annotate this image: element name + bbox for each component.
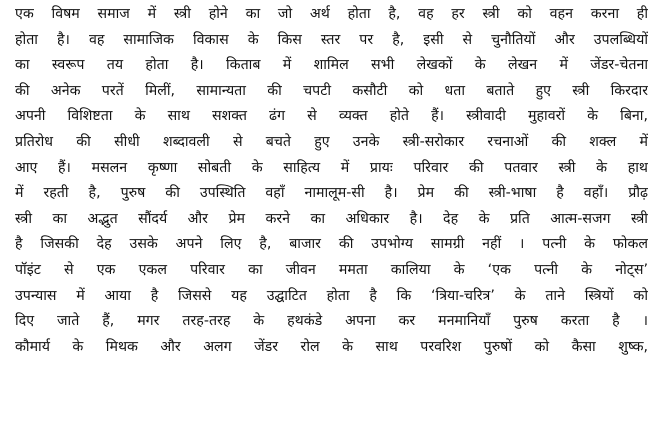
- text-line: है जिसकी देह उसके अपने लिए है, बाजार की उपभोग्य सामग्री नहीं । पत्नी के फोकल: [15, 236, 648, 253]
- text-line: उपन्यास में आया है जिससे यह उद्घाटित होता है कि ‘त्रिया-चरित्र’ के ताने स्त्रियों को: [15, 287, 648, 304]
- text-line: पॉइंट से एक एकल परिवार का जीवन ममता कालिया के ‘एक पत्नी के नोट्स’: [15, 261, 648, 278]
- text-line: में रहती है, पुरुष की उपस्थिति वहाँ नामालूम-सी है। प्रेम की स्त्री-भाषा है वहाँ। प्रौढ़: [15, 185, 648, 202]
- text-line: का स्वरूप तय होता है। किताब में शामिल सभी लेखकों के लेखन में जेंडर-चेतना: [15, 57, 648, 74]
- text-line: प्रतिरोध की सीधी शब्दावली से बचते हुए उनके स्त्री-सरोकार रचनाओं की शक्ल में: [15, 133, 648, 150]
- text-line: होता है। वह सामाजिक विकास के किस स्तर पर है, इसी से चुनौतियों और उपलब्धियों: [15, 31, 648, 48]
- text-line: की अनेक परतें मिलीं, सामान्यता की चपटी कसौटी को धता बताते हुए स्त्री किरदार: [15, 82, 648, 99]
- text-line: स्त्री का अद्भुत सौंदर्य और प्रेम करने का अधिकार है। देह के प्रति आत्म-सजग स्त्री: [15, 210, 648, 227]
- text-line: दिए जाते हैं, मगर तरह-तरह के हथकंडे अपना कर मनमानियाँ पुरुष करता है ।: [15, 313, 648, 330]
- text-line: कौमार्य के मिथक और अलग जेंडर रोल के साथ परवरिश पुरुषों को कैसा शुष्क,: [15, 338, 648, 355]
- text-line: अपनी विशिष्टता के साथ सशक्त ढंग से व्यक्त होते हैं। स्त्रीवादी मुहावरों के बिना,: [15, 108, 648, 125]
- text-line: आए हैं। मसलन कृष्णा सोबती के साहित्य में प्रायः परिवार की पतवार स्त्री के हाथ: [15, 159, 648, 176]
- text-line: एक विषम समाज में स्त्री होने का जो अर्थ होता है, वह हर स्त्री को वहन करना ही: [15, 6, 648, 22]
